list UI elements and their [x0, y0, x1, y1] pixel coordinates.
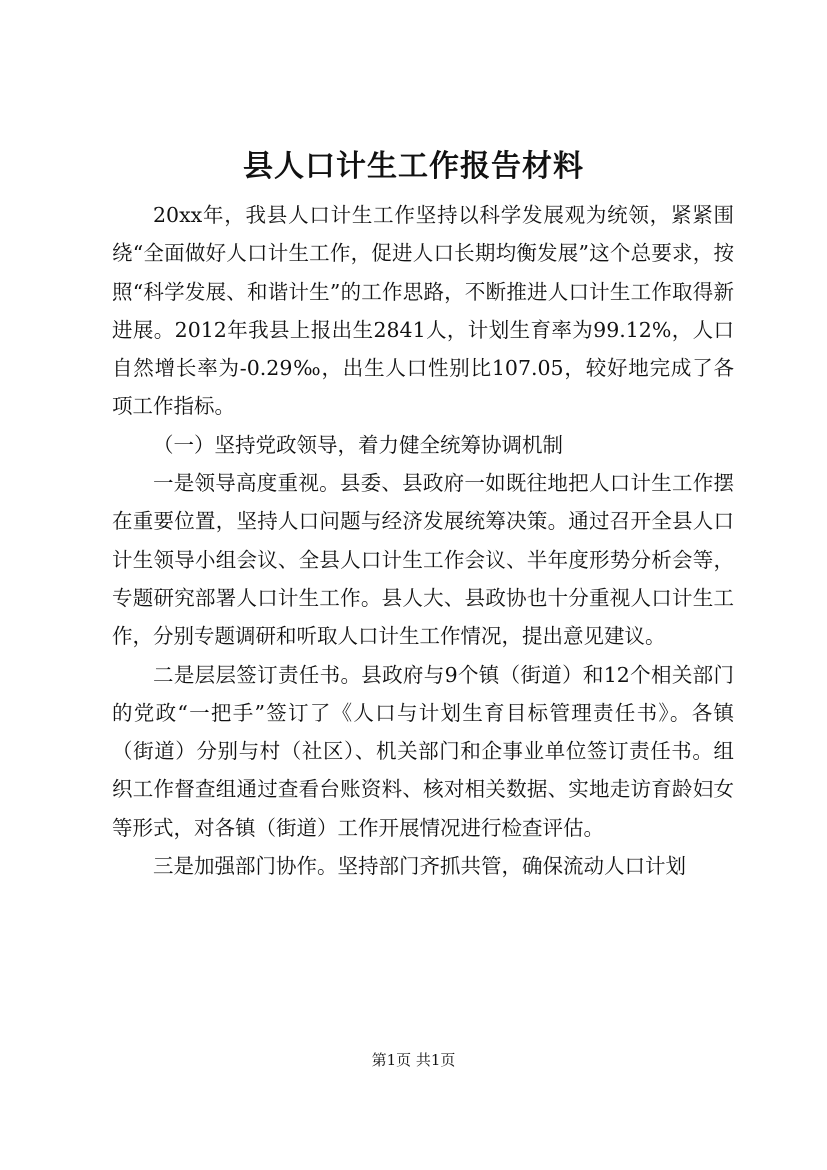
- paragraph-cooperation: 三是加强部门协作。坚持部门齐抓共管，确保流动人口计划: [153, 854, 686, 879]
- paragraph-responsibility: 二是层层签订责任书。县政府与9个镇（街道）和12个相关部门的党政“一把手”签订了《人口与计划生育目标管理责任书》。各镇（街道）分别与村（社区）、机关部门和企事业单位签订责任书。组织工作督查组通过查看台账资料、核对相关数据、实地走访育龄妇女等形式，对各镇（街道）工作开展情况进行检查评估。: [112, 662, 734, 840]
- document-title: 县人口计生工作报告材料: [243, 149, 584, 184]
- document-body: [112, 196, 734, 885]
- page-footer: 第1页 共1页: [371, 1051, 456, 1069]
- section-heading: （一）坚持党政领导，着力健全统筹协调机制: [153, 432, 563, 457]
- paragraph-intro: 20xx年，我县人口计生工作坚持以科学发展观为统领，紧紧围绕“全面做好人口计生工作，促进人口长期均衡发展”这个总要求，按照“科学发展、和谐计生”的工作思路，不断推进人口计生工作取得新进展。2012年我县上报出生2841人，计划生育率为99.12%，人口自然增长率为-0.29‰，出生人口性别比107.05，较好地完成了各项工作指标。: [112, 203, 734, 419]
- paragraph-leadership: 一是领导高度重视。县委、县政府一如既往地把人口计生工作摆在重要位置，坚持人口问题与经济发展统筹决策。通过召开全县人口计生领导小组会议、全县人口计生工作会议、半年度形势分析会等，专题研究部署人口计生工作。县人大、县政协也十分重视人口计生工作，分别专题调研和听取人口计生工作情况，提出意见建议。: [112, 471, 734, 649]
